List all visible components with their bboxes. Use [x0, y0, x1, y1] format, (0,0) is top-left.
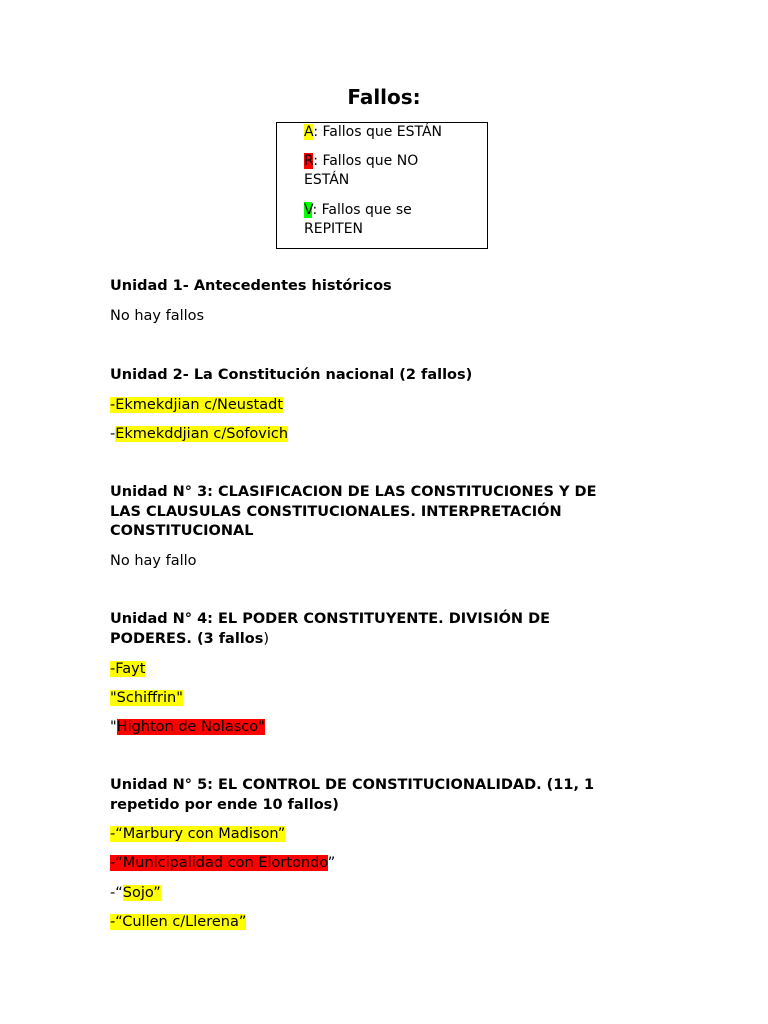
unidad5-heading-line1: Unidad N° 5: EL CONTROL DE CONSTITUCIONALIDAD. (11, 1: [110, 777, 595, 793]
highlight-yellow: -“Marbury con Madison”: [110, 826, 286, 842]
unidad5-item-1: [110, 826, 285, 842]
legend-r-cont: ESTÁN: [304, 172, 350, 188]
item-prefix: -: [110, 426, 116, 442]
unidad5-item-3: [110, 885, 161, 901]
unidad4-item-1: [110, 661, 145, 677]
unidad4-heading-line2: [110, 631, 269, 647]
unidad4-heading-line1: Unidad N° 4: EL PODER CONSTITUYENTE. DIVISIÓN DE: [110, 611, 551, 627]
legend-v: [304, 201, 412, 220]
highlight-yellow: -“Cullen c/Llerena”: [110, 914, 247, 930]
legend-v-text: : Fallos que se: [312, 202, 412, 218]
highlight-yellow: Ekmekddjian c/Sofovich: [115, 426, 289, 442]
legend-r-text: : Fallos que NO: [313, 153, 419, 169]
legend-a: [304, 123, 442, 142]
legend-v-key: V: [304, 202, 313, 218]
unidad2-item-2: [110, 426, 288, 442]
legend-box: [276, 122, 488, 249]
highlight-red: Highton de Nolasco": [116, 719, 265, 735]
item-prefix: ": [110, 719, 117, 735]
unidad3-body: No hay fallo: [110, 553, 197, 569]
unidad1-heading: Unidad 1- Antecedentes históricos: [110, 278, 392, 294]
unidad5-heading-line2: repetido por ende 10 fallos): [110, 797, 339, 813]
unidad3-heading-line1: Unidad N° 3: CLASIFICACION DE LAS CONSTITUCIONES Y DE: [110, 484, 597, 500]
legend-v-cont: REPITEN: [304, 221, 364, 237]
highlight-yellow: -Ekmekdjian c/Neustadt: [110, 397, 284, 413]
unidad2-item-1: [110, 397, 283, 413]
unidad3-heading-line2: LAS CLAUSULAS CONSTITUCIONALES. INTERPRETACIÓN: [110, 504, 562, 520]
unidad4-heading-paren: ): [263, 631, 270, 647]
highlight-yellow: -Fayt: [110, 661, 146, 677]
unidad5-item-4: [110, 914, 246, 930]
unidad4-heading-text: PODERES. (3 fallos: [110, 631, 264, 647]
legend-r-key: R: [304, 153, 314, 169]
item-prefix: -“: [110, 885, 123, 901]
legend-r: [304, 152, 418, 171]
unidad4-item-3: [110, 719, 265, 735]
unidad2-heading: Unidad 2- La Constitución nacional (2 fallos): [110, 367, 473, 383]
unidad5-item-2: [110, 855, 335, 871]
highlight-red: -“Municipalidad con Elortondo: [110, 855, 328, 871]
legend-a-key: A: [304, 124, 314, 140]
unidad4-item-2: [110, 690, 183, 706]
item-suffix: ”: [327, 855, 336, 871]
unidad3-heading-line3: CONSTITUCIONAL: [110, 523, 254, 539]
unidad1-body: No hay fallos: [110, 308, 205, 324]
highlight-yellow: Sojo”: [122, 885, 161, 901]
legend-a-text: : Fallos que ESTÁN: [313, 124, 443, 140]
page-title: Fallos:: [347, 85, 421, 109]
highlight-yellow: "Schiffrin": [110, 690, 183, 706]
